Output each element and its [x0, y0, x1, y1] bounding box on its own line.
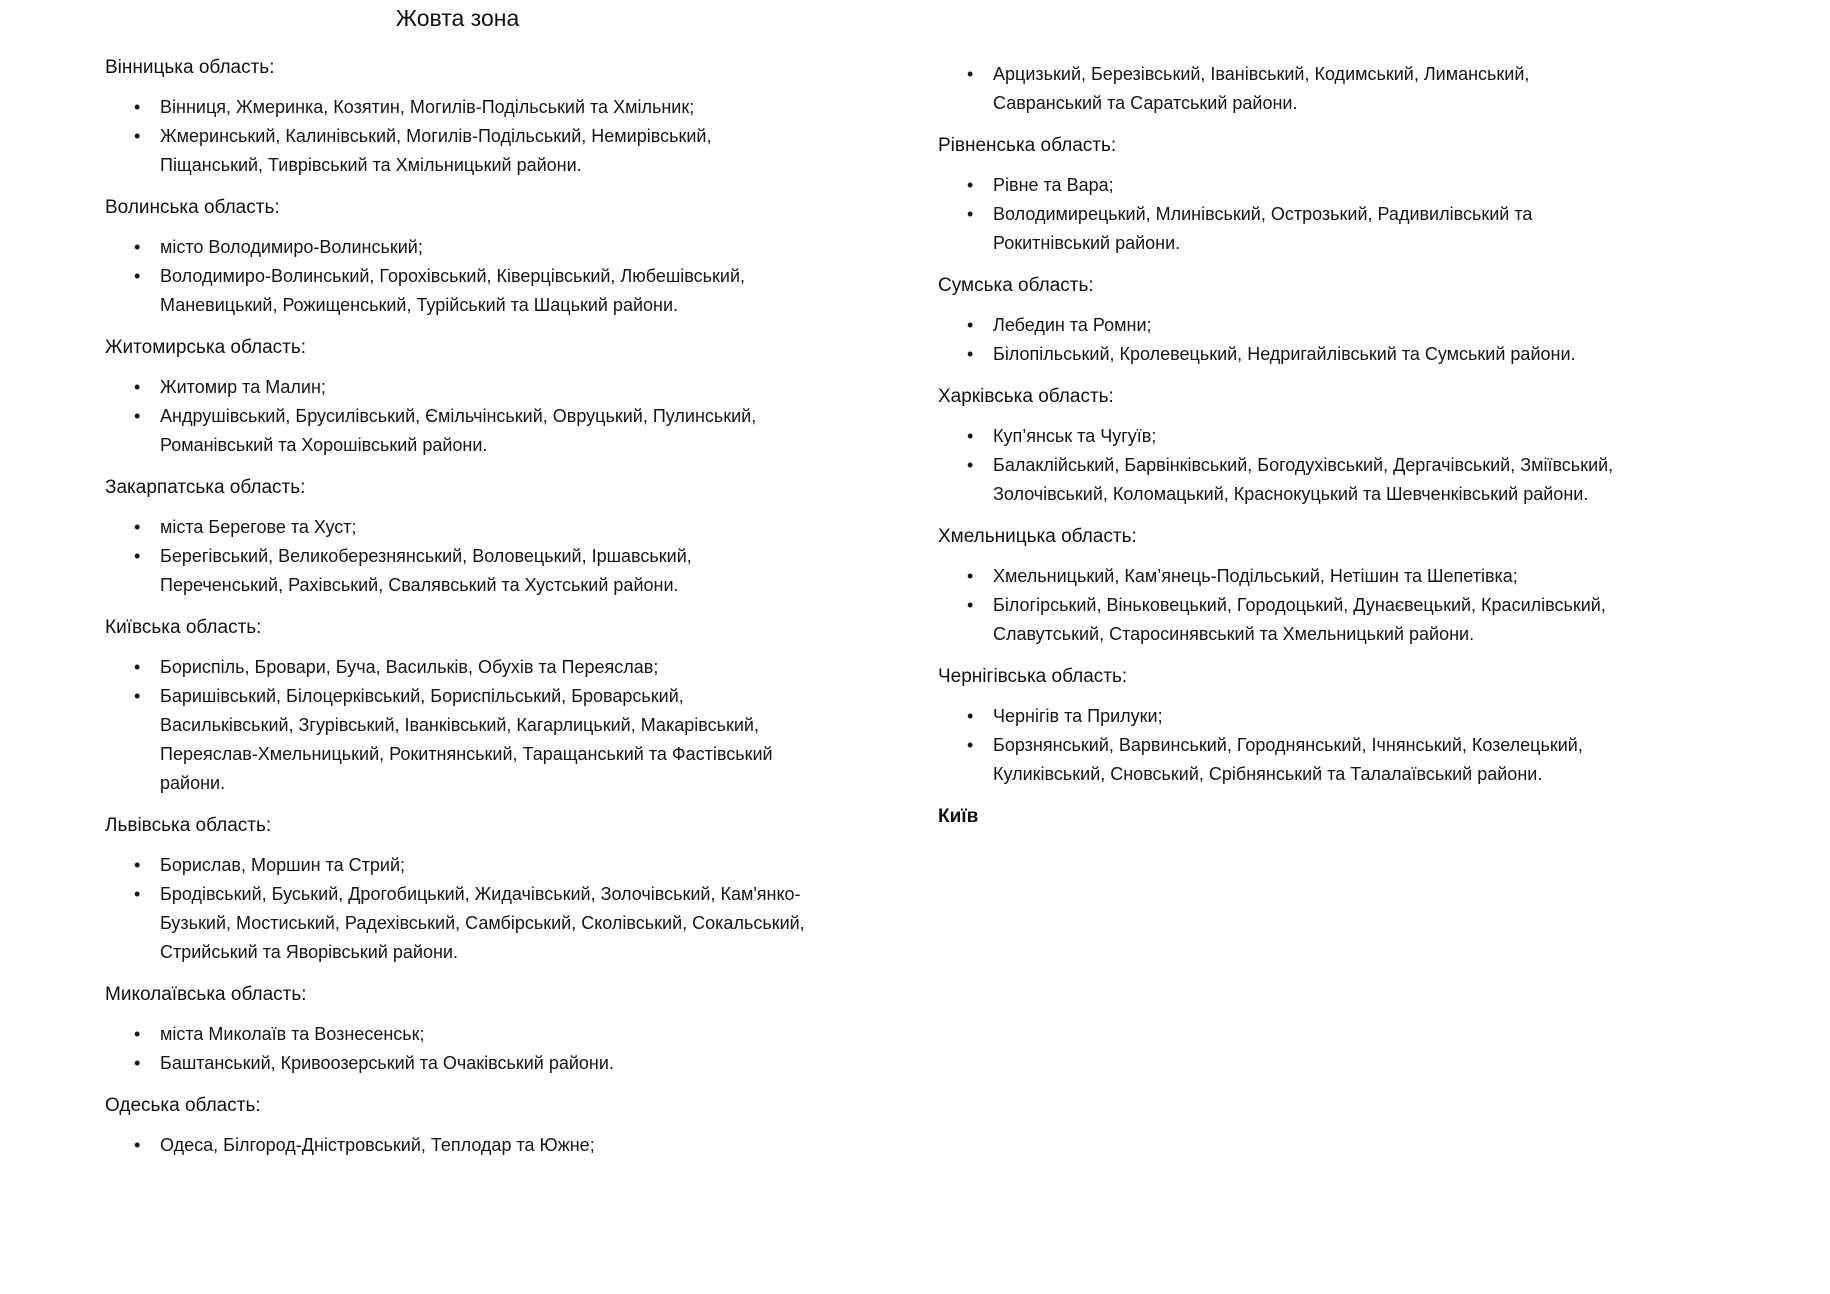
list-item-text: Білогірський, Віньковецький, Городоцький, Дунаєвецький, Красилівський, Славутський, Старосинявський та Хмельницький райони.	[993, 595, 1606, 644]
list-item-text: Баришівський, Білоцерківський, Бориспільський, Броварський, Васильківський, Згурівський, Іванківський, Кагарлицький, Макарівський, Переяслав-Хмельницький, Рокитнянський, Таращанський та Фастівський райони.	[160, 686, 773, 793]
list-item-text: Білопільський, Кролевецький, Недригайлівський та Сумський райони.	[993, 344, 1576, 364]
list-item	[105, 122, 812, 180]
bullet-icon: •	[134, 1135, 141, 1155]
list-item	[938, 200, 1620, 258]
district-list	[105, 373, 812, 460]
list-item	[105, 1049, 812, 1078]
bullet-icon: •	[134, 884, 141, 904]
list-item	[938, 451, 1620, 509]
list-item-text: Чернігів та Прилуки;	[993, 706, 1163, 726]
list-item	[938, 422, 1620, 451]
list-item	[105, 880, 812, 967]
list-item-text: Одеса, Білгород-Дністровський, Теплодар та Южне;	[160, 1135, 595, 1155]
district-list	[938, 702, 1620, 789]
district-list	[938, 171, 1620, 258]
section-heading: Львівська область:	[105, 815, 272, 836]
list-item	[938, 702, 1620, 731]
list-item	[105, 93, 812, 122]
bullet-icon: •	[967, 175, 974, 195]
list-item-text: Борислав, Моршин та Стрий;	[160, 855, 406, 875]
list-item	[105, 402, 812, 460]
list-item-text: Вінниця, Жмеринка, Козятин, Могилів-Подільський та Хмільник;	[160, 97, 695, 117]
bullet-icon: •	[967, 455, 974, 475]
list-item	[105, 233, 812, 262]
bullet-icon: •	[134, 97, 141, 117]
bullet-icon: •	[967, 344, 974, 364]
section-heading: Миколаївська область:	[105, 984, 307, 1005]
section-heading: Волинська область:	[105, 197, 280, 218]
district-list	[938, 562, 1620, 649]
list-item	[938, 171, 1620, 200]
list-item-text: Володимирецький, Млинівський, Острозький, Радивилівський та Рокитнівський райони.	[993, 204, 1533, 253]
section-heading: Вінницька область:	[105, 57, 275, 78]
list-item-text: Куп’янськ та Чугуїв;	[993, 426, 1157, 446]
list-item-text: Володимиро-Волинський, Горохівський, Ківерцівський, Любешівський, Маневицький, Рожищенський, Турійський та Шацький райони.	[160, 266, 746, 315]
list-item	[105, 851, 812, 880]
list-item-text: міста Миколаїв та Вознесенськ;	[160, 1024, 425, 1044]
list-item-text: Борзнянський, Варвинський, Городнянський, Ічнянський, Козелецький, Куликівський, Сновський, Срібнянський та Талалаївський райони.	[993, 735, 1583, 784]
district-list	[105, 93, 812, 180]
list-item-text: Жмеринський, Калинівський, Могилів-Подільський, Немирівський, Піщанський, Тиврівський та Хмільницький райони.	[160, 126, 712, 175]
list-item	[105, 542, 812, 600]
bullet-icon: •	[134, 1024, 141, 1044]
list-item-text: місто Володимиро-Волинський;	[160, 237, 423, 257]
section-heading: Київ	[938, 806, 979, 827]
list-item	[105, 682, 812, 798]
list-item	[105, 653, 812, 682]
section-heading: Хмельницька область:	[938, 526, 1137, 547]
bullet-icon: •	[967, 426, 974, 446]
section-heading: Сумська область:	[938, 275, 1094, 296]
district-list	[105, 653, 812, 798]
list-item	[105, 262, 812, 320]
list-item-text: Берегівський, Великоберезнянський, Воловецький, Іршавський, Переченський, Рахівський, Свалявський та Хустський райони.	[160, 546, 692, 595]
list-item	[938, 731, 1620, 789]
list-item-text: Балаклійський, Барвінківський, Богодухівський, Дергачівський, Зміївський, Золочівський, Коломацький, Краснокуцький та Шевченківський райони.	[993, 455, 1614, 504]
bullet-icon: •	[134, 657, 141, 677]
district-list	[105, 1131, 812, 1160]
list-item-text: Житомир та Малин;	[160, 377, 326, 397]
list-item-text: Бродівський, Буський, Дрогобицький, Жидачівський, Золочівський, Кам'янко-Бузький, Мостиський, Радехівський, Самбірський, Сколівський, Сокальський, Стрийський та Яворівський райони.	[160, 884, 805, 962]
left-column	[105, 40, 812, 1160]
list-item	[938, 562, 1620, 591]
district-list	[938, 422, 1620, 509]
bullet-icon: •	[967, 315, 974, 335]
district-list	[105, 1020, 812, 1078]
list-item-text: Баштанський, Кривоозерський та Очаківський райони.	[160, 1053, 614, 1073]
list-item	[105, 1020, 812, 1049]
list-item	[938, 591, 1620, 649]
section-heading: Чернігівська область:	[938, 666, 1128, 687]
bullet-icon: •	[134, 377, 141, 397]
bullet-icon: •	[967, 595, 974, 615]
bullet-icon: •	[967, 204, 974, 224]
bullet-icon: •	[967, 566, 974, 586]
list-item	[105, 1131, 812, 1160]
bullet-icon: •	[967, 735, 974, 755]
bullet-icon: •	[134, 1053, 141, 1073]
section-heading: Одеська область:	[105, 1095, 261, 1116]
section-heading: Київська область:	[105, 617, 262, 638]
section-heading: Закарпатська область:	[105, 477, 306, 498]
district-list	[938, 311, 1620, 369]
list-item	[105, 513, 812, 542]
district-list	[105, 851, 812, 967]
list-item	[938, 311, 1620, 340]
section-heading: Харківська область:	[938, 386, 1114, 407]
bullet-icon: •	[134, 517, 141, 537]
list-item-text: Лебедин та Ромни;	[993, 315, 1152, 335]
district-list	[938, 60, 1620, 118]
bullet-icon: •	[134, 855, 141, 875]
list-item	[938, 340, 1620, 369]
list-item-text: Арцизький, Березівський, Іванівський, Кодимський, Лиманський, Савранський та Саратський райони.	[993, 64, 1530, 113]
bullet-icon: •	[134, 546, 141, 566]
list-item-text: міста Берегове та Хуст;	[160, 517, 357, 537]
list-item	[938, 60, 1620, 118]
list-item-text: Рівне та Вара;	[993, 175, 1114, 195]
bullet-icon: •	[134, 126, 141, 146]
right-column	[938, 40, 1620, 842]
section-heading: Житомирська область:	[105, 337, 307, 358]
district-list	[105, 513, 812, 600]
bullet-icon: •	[134, 237, 141, 257]
list-item-text: Бориспіль, Бровари, Буча, Васильків, Обухів та Переяслав;	[160, 657, 659, 677]
section-heading: Рівненська область:	[938, 135, 1117, 156]
list-item-text: Хмельницький, Кам’янець-Подільський, Нетішин та Шепетівка;	[993, 566, 1518, 586]
bullet-icon: •	[134, 406, 141, 426]
list-item	[105, 373, 812, 402]
bullet-icon: •	[967, 64, 974, 84]
list-item-text: Андрушівський, Брусилівський, Ємільчінський, Овруцький, Пулинський, Романівський та Хорошівський райони.	[160, 406, 757, 455]
district-list	[105, 233, 812, 320]
bullet-icon: •	[967, 706, 974, 726]
bullet-icon: •	[134, 686, 141, 706]
bullet-icon: •	[134, 266, 141, 286]
page-title: Жовта зона	[395, 5, 520, 31]
